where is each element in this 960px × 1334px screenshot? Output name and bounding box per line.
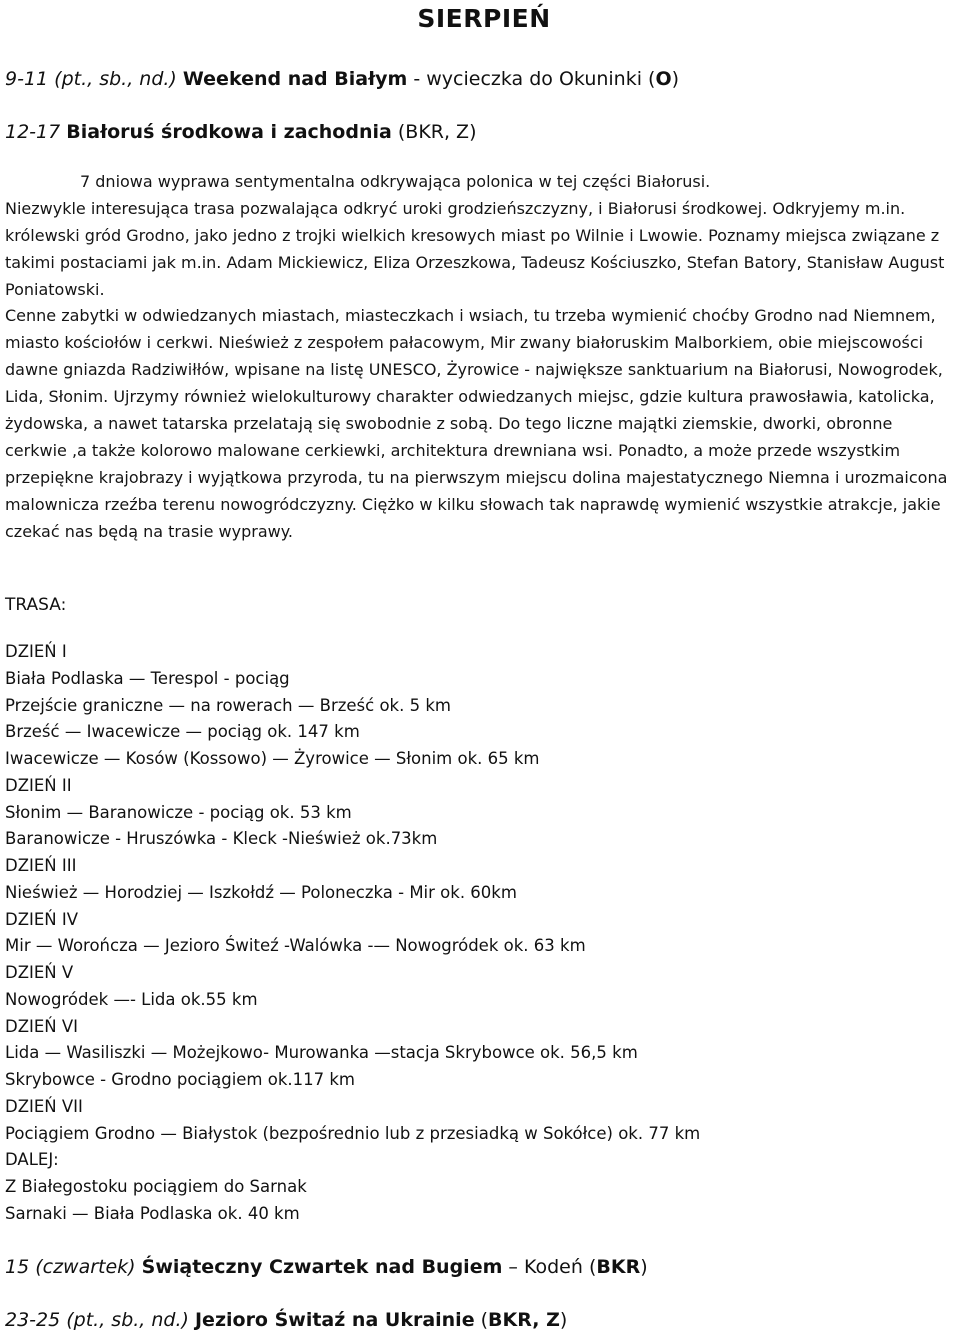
event-details: ( [474,1309,489,1331]
route-day-heading: DALEJ: [5,1150,59,1170]
event-tag: BKR [596,1256,641,1278]
route-day-heading: DZIEŃ III [5,856,77,875]
route-segment: Baranowicze - Hruszówka - Kleck -Nieśwież ok.73km [5,829,438,849]
description-paragraph-2: Cenne zabytki w odwiedzanych miastach, miasteczkach i wsiach, tu trzeba wymienić choćby Grodno nad Niemnem, miasto kościołów i cerkwi. Nieśwież z zespołem pałacowym, Mir zwany białoruskim Malborkiem, obie miejscowości dawne gniazda Radziwiłłów, wpisane na listę UNESCO, Żyrowice - największe sanktuarium na Białorusi, Nowogrodek, Lida, Słonim. Ujrzymy również wielokulturowy charakter odwiedzanych miejsc, gdzie kultura prawosławia, katolicka, żydowska, a nawet tatarska przelatają się swobodnie z sobą. Do tego liczne majątki ziemskie, dworki, obronne cerkwie ,a także kolorowo malowane cerkiewki, architektura drewniana wsi. Ponadto, a może przede wszystkim przepiękne krajobrazy i wyjątkowa przyroda, tu na pierwszym miejscu dolina majestatycznego Niemna i urozmaicona malownicza rzeźba terenu nowogródczyzny. Ciężko w kilku słowach tak naprawdę wymienić wszystkie atrakcje, jakie czekać nas będą na trasie wyprawy. [5,306,948,541]
event-name: Jezioro Świtaź na Ukrainie [194,1309,475,1331]
route-segment: Nowogródek —- Lida ok.55 km [5,989,258,1009]
route-day-heading: DZIEŃ I [5,642,67,661]
route-day-heading: DZIEŃ V [5,963,74,982]
route-day-heading: DZIEŃ IV [5,909,79,929]
route-segment: Mir — Worończa — Jezioro Świteź -Walówka -— Nowogródek ok. 63 km [5,936,586,956]
route-heading: TRASA: [5,595,67,615]
page-title: SIERPIEŃ [417,4,551,33]
route-day-heading: DZIEŃ II [5,775,72,795]
event-details: (BKR, Z) [391,121,477,143]
event-item [5,119,476,145]
event-close: ) [640,1256,648,1278]
route-segment: Iwacewicze — Kosów (Kossowo) — Żyrowice — Słonim ok. 65 km [5,749,540,768]
route-day-heading: DZIEŃ VI [5,1016,79,1036]
route-segment: Biała Podlaska — Terespol - pociąg [5,668,290,688]
event-item [5,66,679,92]
description-body: Niezwykle interesująca trasa pozwalająca odkryć uroki grodzieńszczyzny, i Białorusi środkowej. Odkryjemy m.in. królewski gród Grodno, jako jedno z trojki wielkich kresowych miast po Wilnie i Lwowie. Poznamy miejsca związane z takimi postaciami jak m.in. Adam Mickiewicz, Eliza Orzeszkowa, Tadeusz Kościuszko, Stefan Batory, Stanisław August Poniatowski. [5,199,945,299]
route-segment: Z Białegostoku pociągiem do Sarnak [5,1177,307,1196]
route-segment: Brześć — Iwacewicze — pociąg ok. 147 km [5,722,360,742]
event-dates: 23-25 (pt., sb., nd.) [5,1309,189,1331]
event-details: – Kodeń ( [502,1256,597,1278]
route-segment: Lida — Wasiliszki — Możejkowo- Murowanka —stacja Skrybowce ok. 56,5 km [5,1043,638,1063]
event-close: ) [559,1309,568,1331]
route-list [5,639,945,1228]
event-name: Weekend nad Białym [182,68,408,90]
event-details: - wycieczka do Okuninki ( [407,68,656,90]
event-tag: BKR, Z [488,1309,560,1331]
event-name: Świąteczny Czwartek nad Bugiem [141,1256,503,1278]
event-close: ) [671,68,680,90]
route-day-heading: DZIEŃ VII [5,1096,83,1116]
route-segment: Pociągiem Grodno — Białystok (bezpośrednio lub z przesiadką w Sokółce) ok. 77 km [5,1123,701,1143]
route-segment: Nieśwież — Horodziej — Iszkołdź — Poloneczka - Mir ok. 60km [5,882,517,902]
description-lead: 7 dniowa wyprawa sentymentalna odkrywająca polonica w tej części Białorusi. [80,172,711,191]
route-segment: Przejście graniczne — na rowerach — Brześć ok. 5 km [5,695,451,715]
route-segment: Skrybowce - Grodno pociągiem ok.117 km [5,1070,356,1089]
event-tag: O [655,68,672,90]
event-name: Białoruś środkowa i zachodnia [66,121,392,143]
event-item [5,1254,648,1280]
event-dates: 9-11 (pt., sb., nd.) [5,68,177,90]
description-paragraph-1 [5,168,953,303]
event-dates: 15 (czwartek) [5,1256,136,1278]
route-segment: Sarnaki — Biała Podlaska ok. 40 km [5,1203,300,1223]
event-item [5,1307,567,1333]
route-segment: Słonim — Baranowicze - pociąg ok. 53 km [5,802,352,822]
event-dates: 12-17 [5,121,61,143]
